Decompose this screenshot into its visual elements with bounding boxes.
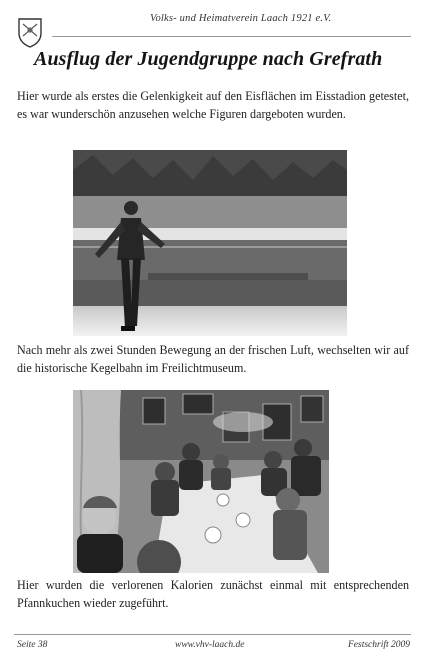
footer-divider [14,634,411,635]
ice-rink-photo [73,150,347,336]
article-paragraph-2: Nach mehr als zwei Stunden Bewegung an der frischen Luft, wechselten wir auf die historische Kegelbahn im Freilichtmuseum. [17,343,409,375]
website-url: www.vhv-laach.de [175,640,245,650]
article-paragraph-3: Hier wurden die verlorenen Kalorien zunächst einmal mit entsprechenden Pfannkuchen wieder zugeführt. [17,578,409,610]
header-divider [52,36,411,37]
group-dinner-photo [73,390,329,573]
header-title: Volks- und Heimatverein Laach 1921 e.V. [150,13,332,24]
coat-of-arms-icon [17,16,43,48]
article-headline: Ausflug der Jugendgruppe nach Grefrath [34,48,383,70]
publication-name: Festschrift 2009 [347,640,410,650]
page-number: Seite 38 [17,640,48,650]
article-paragraph-1: Hier wurde als erstes die Gelenkigkeit auf den Eisflächen im Eisstadion getestet, es war wunderschön anzusehen welche Figuren dargeboten wurden. [17,89,409,121]
